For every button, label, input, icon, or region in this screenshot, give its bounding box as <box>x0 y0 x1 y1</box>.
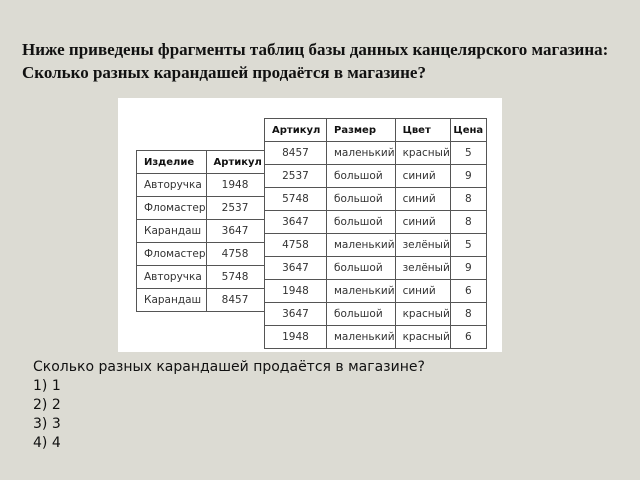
table-row <box>265 165 487 188</box>
table-cell: 9 <box>450 257 486 280</box>
table-cell: большой <box>327 211 396 234</box>
table-row <box>137 289 265 312</box>
table-cell: Авторучка <box>137 174 207 197</box>
table-cell: 6 <box>450 326 486 349</box>
table-row <box>265 326 487 349</box>
table-cell: зелёный <box>395 257 450 280</box>
table-row <box>137 174 265 197</box>
table-cell: 4758 <box>265 234 327 257</box>
items-table <box>264 118 487 349</box>
column-header-article: Артикул <box>206 151 264 174</box>
table-row <box>265 280 487 303</box>
table-cell: Карандаш <box>137 289 207 312</box>
table-cell: Карандаш <box>137 220 207 243</box>
table-cell: 5748 <box>265 188 327 211</box>
table-row <box>265 142 487 165</box>
column-header-price: Цена <box>450 119 486 142</box>
table-row <box>265 257 487 280</box>
table-cell: 3647 <box>265 257 327 280</box>
table-cell: 2537 <box>265 165 327 188</box>
table-cell: большой <box>327 303 396 326</box>
column-header-article: Артикул <box>265 119 327 142</box>
table-cell: синий <box>395 165 450 188</box>
table-cell: 3647 <box>265 303 327 326</box>
table-cell: 4758 <box>206 243 264 266</box>
answer-option: 3) 3 <box>33 416 61 432</box>
column-header-product: Изделие <box>137 151 207 174</box>
table-cell: 3647 <box>265 211 327 234</box>
table-cell: красный <box>395 142 450 165</box>
table-cell: 9 <box>450 165 486 188</box>
table-cell: 3647 <box>206 220 264 243</box>
table-cell: Фломастер <box>137 243 207 266</box>
answer-option: 1) 1 <box>33 378 61 394</box>
table-cell: 8 <box>450 303 486 326</box>
table-row <box>137 197 265 220</box>
table-cell: 8457 <box>206 289 264 312</box>
table-header-row <box>265 119 487 142</box>
table-row <box>265 211 487 234</box>
question-text: Сколько разных карандашей продаётся в магазине? <box>33 359 425 375</box>
answer-option: 2) 2 <box>33 397 61 413</box>
tables-figure <box>118 98 502 352</box>
table-row <box>137 220 265 243</box>
answer-option: 4) 4 <box>33 435 61 451</box>
table-cell: красный <box>395 303 450 326</box>
table-cell: большой <box>327 165 396 188</box>
table-cell: большой <box>327 257 396 280</box>
table-header-row <box>137 151 265 174</box>
table-row <box>137 266 265 289</box>
table-row <box>265 234 487 257</box>
table-cell: 5 <box>450 142 486 165</box>
table-cell: красный <box>395 326 450 349</box>
table-cell: маленький <box>327 326 396 349</box>
table-cell: 5748 <box>206 266 264 289</box>
products-table <box>136 150 265 312</box>
table-cell: маленький <box>327 234 396 257</box>
column-header-color: Цвет <box>395 119 450 142</box>
table-cell: зелёный <box>395 234 450 257</box>
table-row <box>137 243 265 266</box>
table-cell: 1948 <box>265 280 327 303</box>
table-cell: синий <box>395 280 450 303</box>
table-cell: Авторучка <box>137 266 207 289</box>
table-cell: маленький <box>327 142 396 165</box>
table-cell: синий <box>395 211 450 234</box>
table-cell: 8457 <box>265 142 327 165</box>
table-row <box>265 188 487 211</box>
table-cell: 6 <box>450 280 486 303</box>
table-cell: 1948 <box>206 174 264 197</box>
table-cell: 8 <box>450 211 486 234</box>
table-cell: большой <box>327 188 396 211</box>
question-block <box>33 358 613 453</box>
table-cell: 1948 <box>265 326 327 349</box>
table-cell: 8 <box>450 188 486 211</box>
table-cell: маленький <box>327 280 396 303</box>
page-title: Ниже приведены фрагменты таблиц базы данных канцелярского магазина: Сколько разных карандашей продаётся в магазине? <box>22 40 609 82</box>
table-row <box>265 303 487 326</box>
table-cell: 2537 <box>206 197 264 220</box>
table-cell: Фломастер <box>137 197 207 220</box>
column-header-size: Размер <box>327 119 396 142</box>
table-cell: 5 <box>450 234 486 257</box>
table-cell: синий <box>395 188 450 211</box>
